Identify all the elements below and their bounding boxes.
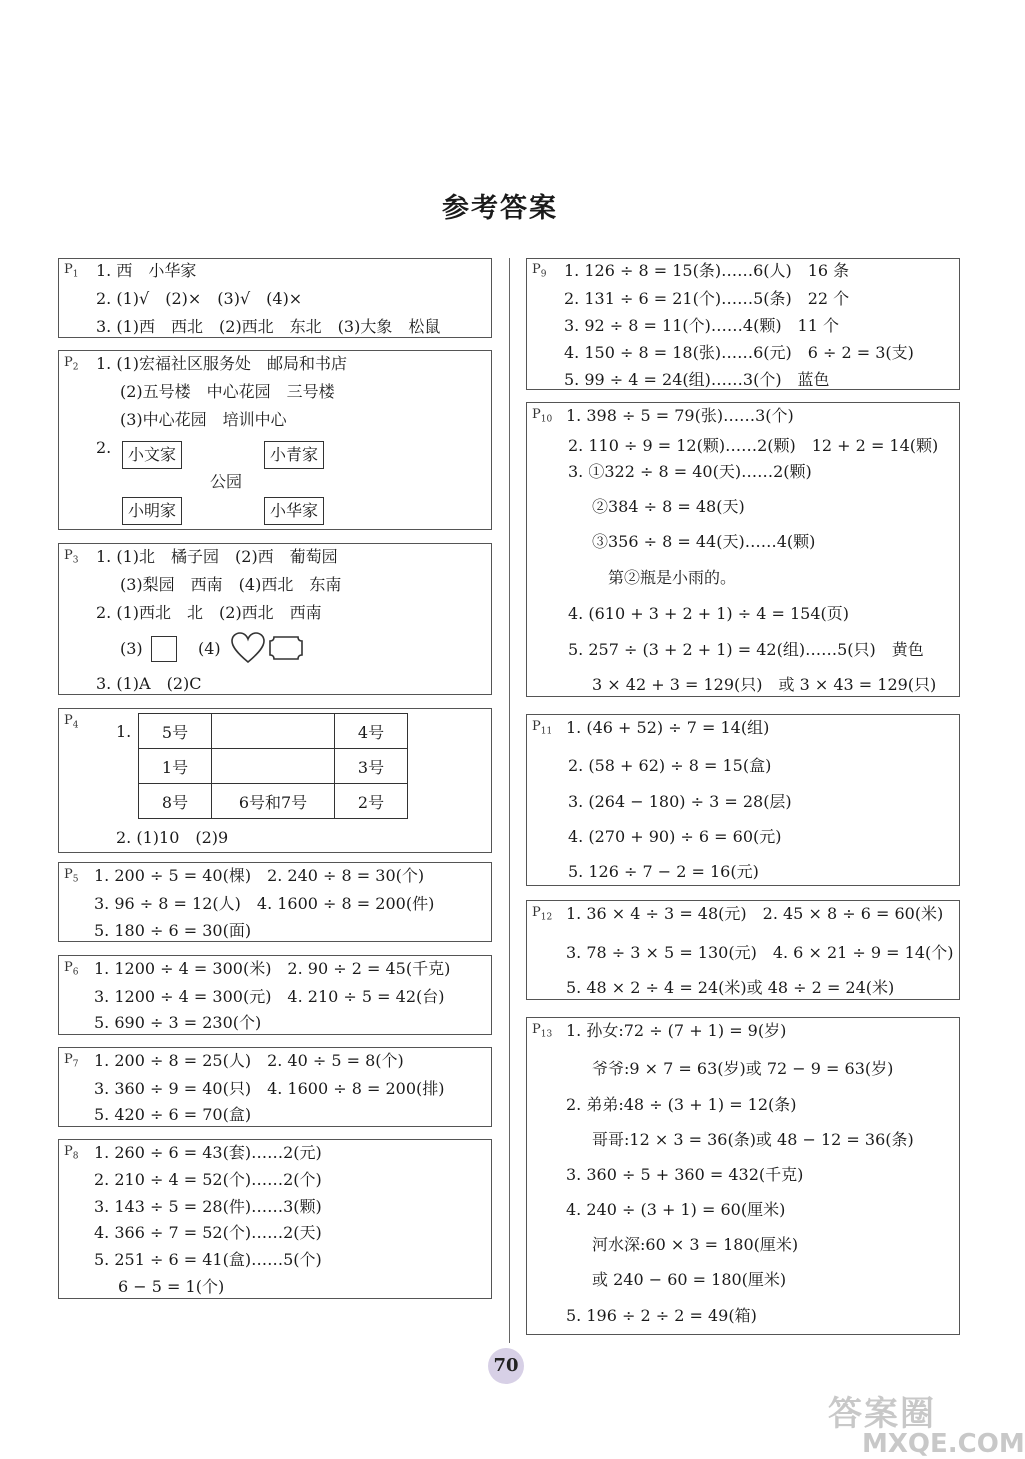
square-shape bbox=[151, 636, 177, 662]
page-number: 70 bbox=[493, 1355, 519, 1376]
table-row bbox=[139, 749, 408, 784]
answer-line: 2. 131 ÷ 6 = 21(个)……5(条) 22 个 bbox=[564, 289, 850, 308]
section-label-p10: $P_{10}$ bbox=[532, 407, 553, 425]
section-label-p8: $P_8$ bbox=[64, 1144, 79, 1162]
map-label-bottom-right: 小华家 bbox=[264, 497, 324, 525]
answer-line: 河水深:60 × 3 = 180(厘米) bbox=[592, 1235, 799, 1254]
answer-line: 4. 240 ÷ (3 + 1) = 60(厘米) bbox=[566, 1200, 786, 1219]
section-label-p5: $P_5$ bbox=[64, 867, 79, 885]
section-label-p2: $P_2$ bbox=[64, 355, 79, 373]
answer-line: 1. 260 ÷ 6 = 43(套)……2(元) bbox=[94, 1143, 322, 1162]
answer-line: 2. 210 ÷ 4 = 52(个)……2(个) bbox=[94, 1170, 322, 1189]
answer-line: 1. bbox=[116, 722, 132, 741]
answer-line: 2. (1)10 (2)9 bbox=[116, 828, 229, 847]
answer-line: 3. 96 ÷ 8 = 12(人) 4. 1600 ÷ 8 = 200(件) bbox=[94, 894, 435, 913]
answer-line: 1. 孙女:72 ÷ (7 + 1) = 9(岁) bbox=[566, 1021, 787, 1040]
answer-line: 2. (58 + 62) ÷ 8 = 15(盒) bbox=[568, 756, 772, 775]
section-label-p11: $P_{11}$ bbox=[532, 719, 553, 737]
table-cell: 5号 bbox=[139, 714, 212, 749]
section-label-p9: $P_9$ bbox=[532, 262, 547, 280]
answer-line: 2. 弟弟:48 ÷ (3 + 1) = 12(条) bbox=[566, 1095, 797, 1114]
answer-line: 5. 251 ÷ 6 = 41(盒)……5(个) bbox=[94, 1250, 322, 1269]
answer-line: 4. 150 ÷ 8 = 18(张)……6(元) 6 ÷ 2 = 3(支) bbox=[564, 343, 914, 362]
answer-line: 1. (1)北 橘子园 (2)西 葡萄园 bbox=[96, 547, 338, 566]
answer-line: (2)五号楼 中心花园 三号楼 bbox=[120, 382, 335, 401]
table-cell: 1号 bbox=[139, 749, 212, 784]
answer-line: 爷爷:9 × 7 = 63(岁)或 72 − 9 = 63(岁) bbox=[592, 1059, 894, 1078]
answer-line: 1. 1200 ÷ 4 = 300(米) 2. 90 ÷ 2 = 45(千克) bbox=[94, 959, 451, 978]
answer-line: 4. (610 + 3 + 2 + 1) ÷ 4 = 154(页) bbox=[568, 604, 850, 623]
answer-line: 3. 360 ÷ 9 = 40(只) 4. 1600 ÷ 8 = 200(排) bbox=[94, 1079, 445, 1098]
answer-line: 1. (46 + 52) ÷ 7 = 14(组) bbox=[566, 718, 770, 737]
section-label-p7: $P_7$ bbox=[64, 1052, 79, 1070]
answer-line: (3)中心花园 培训中心 bbox=[120, 410, 287, 429]
table-cell: 3号 bbox=[335, 749, 408, 784]
answer-line: 5. 126 ÷ 7 − 2 = 16(元) bbox=[568, 862, 759, 881]
answer-line: 3. 360 ÷ 5 + 360 = 432(千克) bbox=[566, 1165, 804, 1184]
answer-line: 1. 126 ÷ 8 = 15(条)……6(人) 16 条 bbox=[564, 261, 850, 280]
answer-line: 5. 99 ÷ 4 = 24(组)……3(个) 蓝色 bbox=[564, 370, 830, 389]
answer-line: 3. 143 ÷ 5 = 28(件)……3(颗) bbox=[94, 1197, 322, 1216]
rounded-square-shape bbox=[268, 633, 304, 663]
answer-line: 3. ①322 ÷ 8 = 40(天)……2(颗) bbox=[568, 462, 812, 481]
answer-line: 1. 36 × 4 ÷ 3 = 48(元) 2. 45 × 8 ÷ 6 = 60(米) bbox=[566, 904, 944, 923]
answer-line: (4) bbox=[198, 639, 221, 658]
table-row bbox=[139, 714, 408, 749]
answer-box-p8 bbox=[58, 1139, 492, 1299]
page-title: 参考答案 bbox=[442, 193, 558, 224]
answer-line: 2. (1)√ (2)× (3)√ (4)× bbox=[96, 289, 303, 308]
answer-line: (3)梨园 西南 (4)西北 东南 bbox=[120, 575, 342, 594]
answer-line: 第②瓶是小雨的。 bbox=[608, 568, 737, 587]
map-label-top-right: 小青家 bbox=[264, 441, 324, 469]
answer-line: 5. 196 ÷ 2 ÷ 2 = 49(箱) bbox=[566, 1306, 757, 1325]
answer-line: 或 240 − 60 = 180(厘米) bbox=[592, 1270, 787, 1289]
table-row bbox=[139, 784, 408, 819]
watermark-logo bbox=[828, 1386, 1025, 1459]
section-label-p1: $P_1$ bbox=[64, 262, 79, 280]
section-label-p12: $P_{12}$ bbox=[532, 905, 553, 923]
answer-line: 1. 200 ÷ 5 = 40(棵) 2. 240 ÷ 8 = 30(个) bbox=[94, 866, 425, 885]
watermark-url: MXQE.COM bbox=[862, 1429, 1025, 1459]
section-label-p6: $P_6$ bbox=[64, 960, 79, 978]
position-grid bbox=[138, 713, 408, 819]
answer-line: 5. 690 ÷ 3 = 230(个) bbox=[94, 1013, 262, 1032]
table-cell bbox=[212, 714, 335, 749]
answer-line: 3. (1)西 西北 (2)西北 东北 (3)大象 松鼠 bbox=[96, 317, 441, 336]
map-label-top-left: 小文家 bbox=[122, 441, 182, 469]
section-label-p3: $P_3$ bbox=[64, 548, 79, 566]
answer-line: ②384 ÷ 8 = 48(天) bbox=[592, 497, 745, 516]
answer-line: 2. (1)西北 北 (2)西北 西南 bbox=[96, 603, 322, 622]
answer-line: 3. (264 − 180) ÷ 3 = 28(层) bbox=[568, 792, 792, 811]
table-cell bbox=[212, 749, 335, 784]
answer-line: 5. 180 ÷ 6 = 30(面) bbox=[94, 921, 252, 940]
answer-line: 3. 92 ÷ 8 = 11(个)……4(颗) 11 个 bbox=[564, 316, 840, 335]
answer-line: 2. 110 ÷ 9 = 12(颗)……2(颗) 12 + 2 = 14(颗) bbox=[568, 436, 939, 455]
answer-line: 5. 420 ÷ 6 = 70(盒) bbox=[94, 1105, 252, 1124]
answer-line: 哥哥:12 × 3 = 36(条)或 48 − 12 = 36(条) bbox=[592, 1130, 914, 1149]
answer-line: 4. (270 + 90) ÷ 6 = 60(元) bbox=[568, 827, 782, 846]
answer-line: 5. 257 ÷ (3 + 2 + 1) = 42(组)……5(只) 黄色 bbox=[568, 640, 924, 659]
section-label-p4: $P_4$ bbox=[64, 713, 79, 731]
table-cell: 6号和7号 bbox=[212, 784, 335, 819]
map-label-bottom-left: 小明家 bbox=[122, 497, 182, 525]
section-label-p13: $P_{13}$ bbox=[532, 1022, 553, 1040]
answer-line: 3. 1200 ÷ 4 = 300(元) 4. 210 ÷ 5 = 42(台) bbox=[94, 987, 445, 1006]
table-cell: 2号 bbox=[335, 784, 408, 819]
column-divider bbox=[509, 258, 510, 1343]
answer-line: 1. 西 小华家 bbox=[96, 261, 197, 280]
answer-line: 3. (1)A (2)C bbox=[96, 674, 202, 693]
answer-line: (3) bbox=[120, 639, 143, 658]
answer-line: 1. 200 ÷ 8 = 25(人) 2. 40 ÷ 5 = 8(个) bbox=[94, 1051, 404, 1070]
answer-line: ③356 ÷ 8 = 44(天)……4(颗) bbox=[592, 532, 816, 551]
answer-line: 2. bbox=[96, 438, 112, 457]
heart-shape bbox=[230, 632, 266, 664]
answer-line: 5. 48 × 2 ÷ 4 = 24(米)或 48 ÷ 2 = 24(米) bbox=[566, 978, 895, 997]
answer-line: 4. 366 ÷ 7 = 52(个)……2(天) bbox=[94, 1223, 322, 1242]
answer-line: 6 − 5 = 1(个) bbox=[118, 1277, 225, 1296]
answer-line: 3 × 42 + 3 = 129(只) 或 3 × 43 = 129(只) bbox=[592, 675, 937, 694]
map-label-center: 公园 bbox=[210, 472, 243, 491]
answer-line: 1. (1)宏福社区服务处 邮局和书店 bbox=[96, 354, 348, 373]
table-cell: 8号 bbox=[139, 784, 212, 819]
table-cell: 4号 bbox=[335, 714, 408, 749]
answer-line: 1. 398 ÷ 5 = 79(张)……3(个) bbox=[566, 406, 794, 425]
watermark-text: 答案圈 bbox=[828, 1394, 936, 1434]
answer-line: 3. 78 ÷ 3 × 5 = 130(元) 4. 6 × 21 ÷ 9 = 14(个) bbox=[566, 943, 954, 962]
